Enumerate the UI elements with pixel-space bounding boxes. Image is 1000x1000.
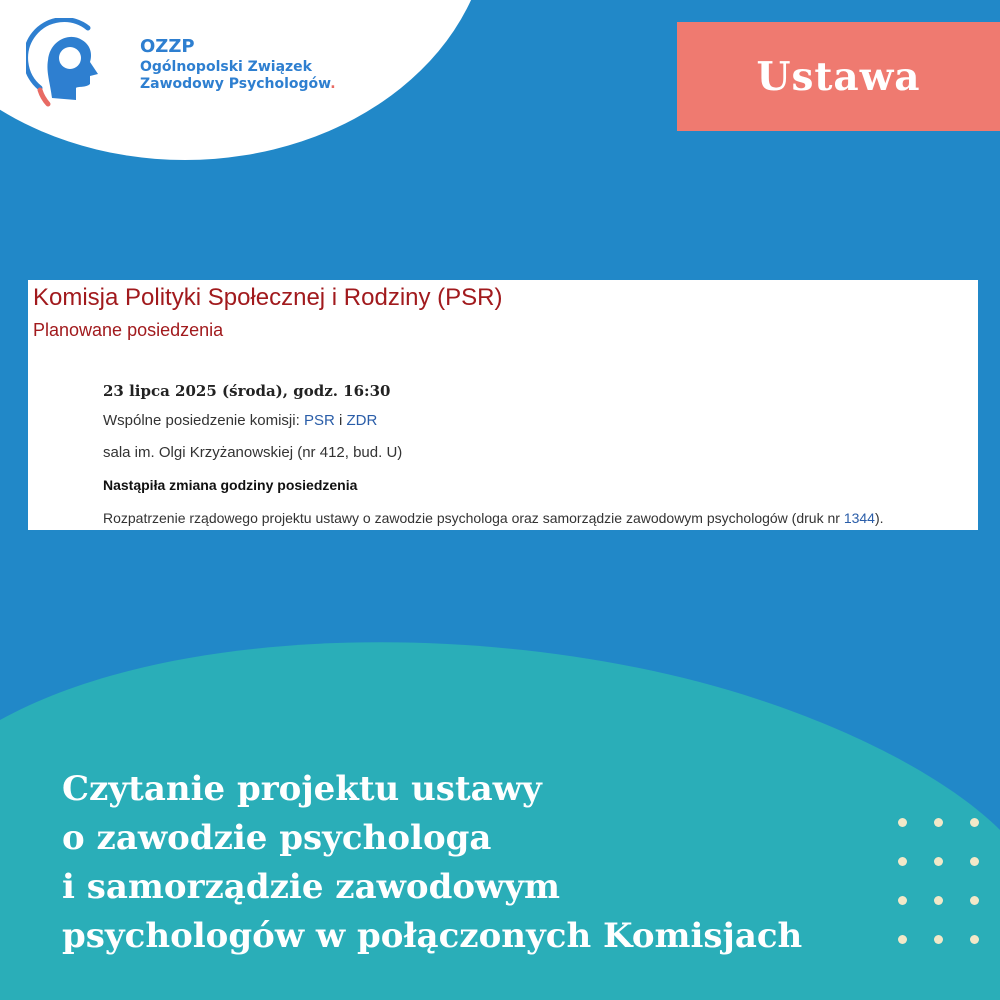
meeting-joint-line: Wspólne posiedzenie komisji: PSR i ZDR (103, 412, 378, 429)
decorative-dot (898, 935, 907, 944)
headline-line-4: psychologów w połączonych Komisjach (62, 916, 803, 956)
decorative-dot (898, 857, 907, 866)
headline (62, 765, 802, 961)
decorative-dot (934, 935, 943, 944)
decorative-dot (970, 857, 979, 866)
logo-name-line1: Ogólnopolski Związek (140, 58, 312, 75)
category-badge-label: Ustawa (756, 53, 921, 100)
zdr-link[interactable]: ZDR (346, 412, 378, 429)
meeting-date: 23 lipca 2025 (środa), godz. 16:30 (103, 382, 391, 400)
headline-line-2: o zawodzie psychologa (62, 818, 492, 858)
psr-link[interactable]: PSR (303, 412, 335, 429)
decorative-dot (970, 935, 979, 944)
headline-line-1: Czytanie projektu ustawy (62, 769, 542, 809)
meeting-agenda: Rozpatrzenie rządowego projektu ustawy o zawodzie psychologa oraz samorządzie zawodowym psychologów (druk nr 1344). (103, 510, 884, 526)
decorative-dot (934, 857, 943, 866)
meeting-room: sala im. Olgi Krzyżanowskiej (nr 412, bud. U) (103, 444, 403, 461)
druk-link[interactable]: 1344 (843, 510, 875, 526)
logo-name-line2: Zawodowy Psychologów. (140, 76, 336, 93)
logo-acronym: OZZP (140, 36, 195, 57)
decorative-dot (898, 818, 907, 827)
meeting-change-notice: Nastąpiła zmiana godziny posiedzenia (103, 477, 358, 493)
headline-line-3: i samorządzie zawodowym (62, 867, 561, 907)
committee-title: Komisja Polityki Społecznej i Rodziny (PSR) (33, 284, 503, 311)
decorative-dot (970, 818, 979, 827)
decorative-dots (898, 818, 1000, 978)
decorative-dot (934, 818, 943, 827)
decorative-dot (970, 896, 979, 905)
committee-subtitle: Planowane posiedzenia (33, 320, 224, 340)
decorative-dot (934, 896, 943, 905)
decorative-dot (898, 896, 907, 905)
